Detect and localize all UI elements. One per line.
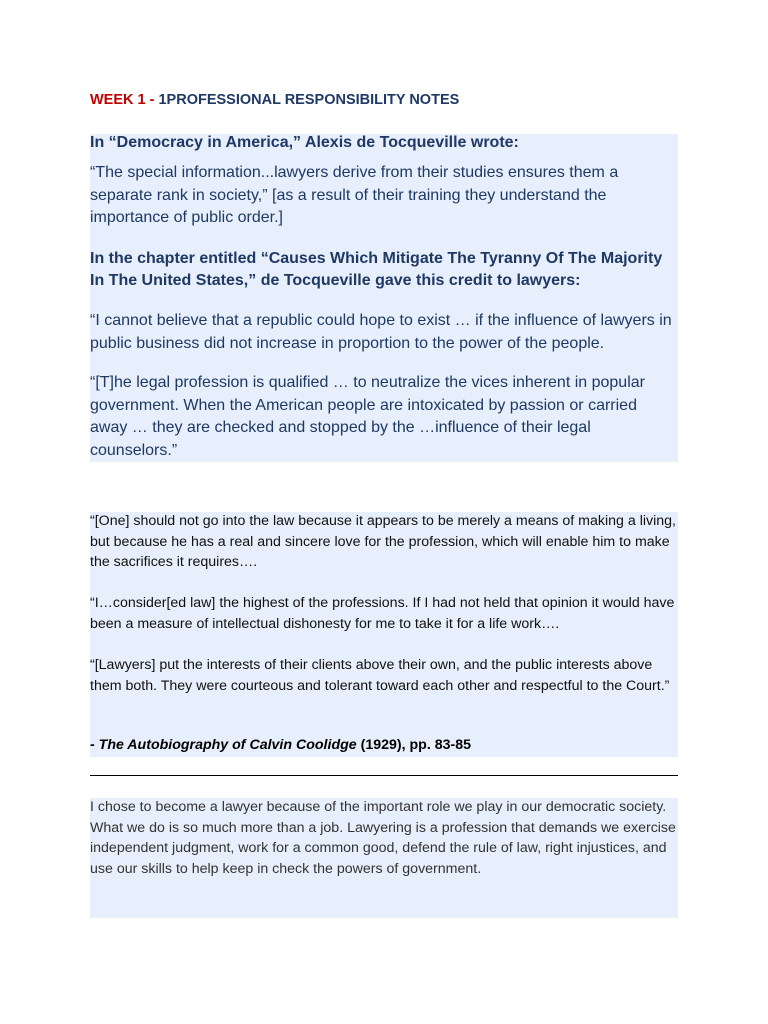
citation-prefix: - [90, 737, 99, 753]
coolidge-quote-highest-profession: “I…consider[ed law] the highest of the professions. If I had not held that opinion it would have been a measure of intellectual dishonesty for me to take it for a life work…. [90, 595, 675, 632]
citation-suffix: (1929), pp. 83-85 [356, 737, 472, 753]
tocqueville-quote-legal-profession: “[T]he legal profession is qualified … to neutralize the vices inherent in popular government. When the American people are intoxicated by passion or carried away … they are checked and stopped by the …influence of their legal counselors.” [90, 374, 645, 459]
week-label: WEEK 1 - [90, 92, 159, 108]
coolidge-citation [90, 737, 678, 753]
coolidge-quote-lawyers-interests: “[Lawyers] put the interests of their clients above their own, and the public interests above them both. They were courteous and tolerant toward each other and respectful to the Court.” [90, 657, 670, 694]
page-title [90, 92, 459, 108]
tocqueville-chapter-intro: In the chapter entitled “Causes Which Mitigate The Tyranny Of The Majority In The United States,” de Tocqueville gave this credit to lawyers: [90, 250, 663, 289]
tocqueville-intro: In “Democracy in America,” Alexis de Tocqueville wrote: [90, 134, 519, 151]
section-divider [90, 775, 678, 776]
personal-statement-text: I chose to become a lawyer because of the important role we play in our democratic society. What we do is so much more than a job. Lawyering is a profession that demands we exercise independent judgment, work for a common good, defend the rule of law, right injustices, and use our skills to help keep in check the powers of government. [90, 799, 676, 877]
title-text: 1PROFESSIONAL RESPONSIBILITY NOTES [158, 92, 460, 108]
tocqueville-quote-special-information: “The special information...lawyers derive from their studies ensures them a separate rank in society,” [as a result of their training they understand the importance of public order.] [90, 164, 619, 226]
coolidge-quote-love-for-profession: “[One] should not go into the law because it appears to be merely a means of making a living, but because he has a real and sincere love for the profession, which will enable him to make the sacrifices it requires…. [90, 513, 676, 570]
citation-title: The Autobiography of Calvin Coolidge [98, 737, 357, 753]
tocqueville-quote-republic: “I cannot believe that a republic could hope to exist … if the influence of lawyers in public business did not increase in proportion to the power of the people. [90, 312, 672, 352]
